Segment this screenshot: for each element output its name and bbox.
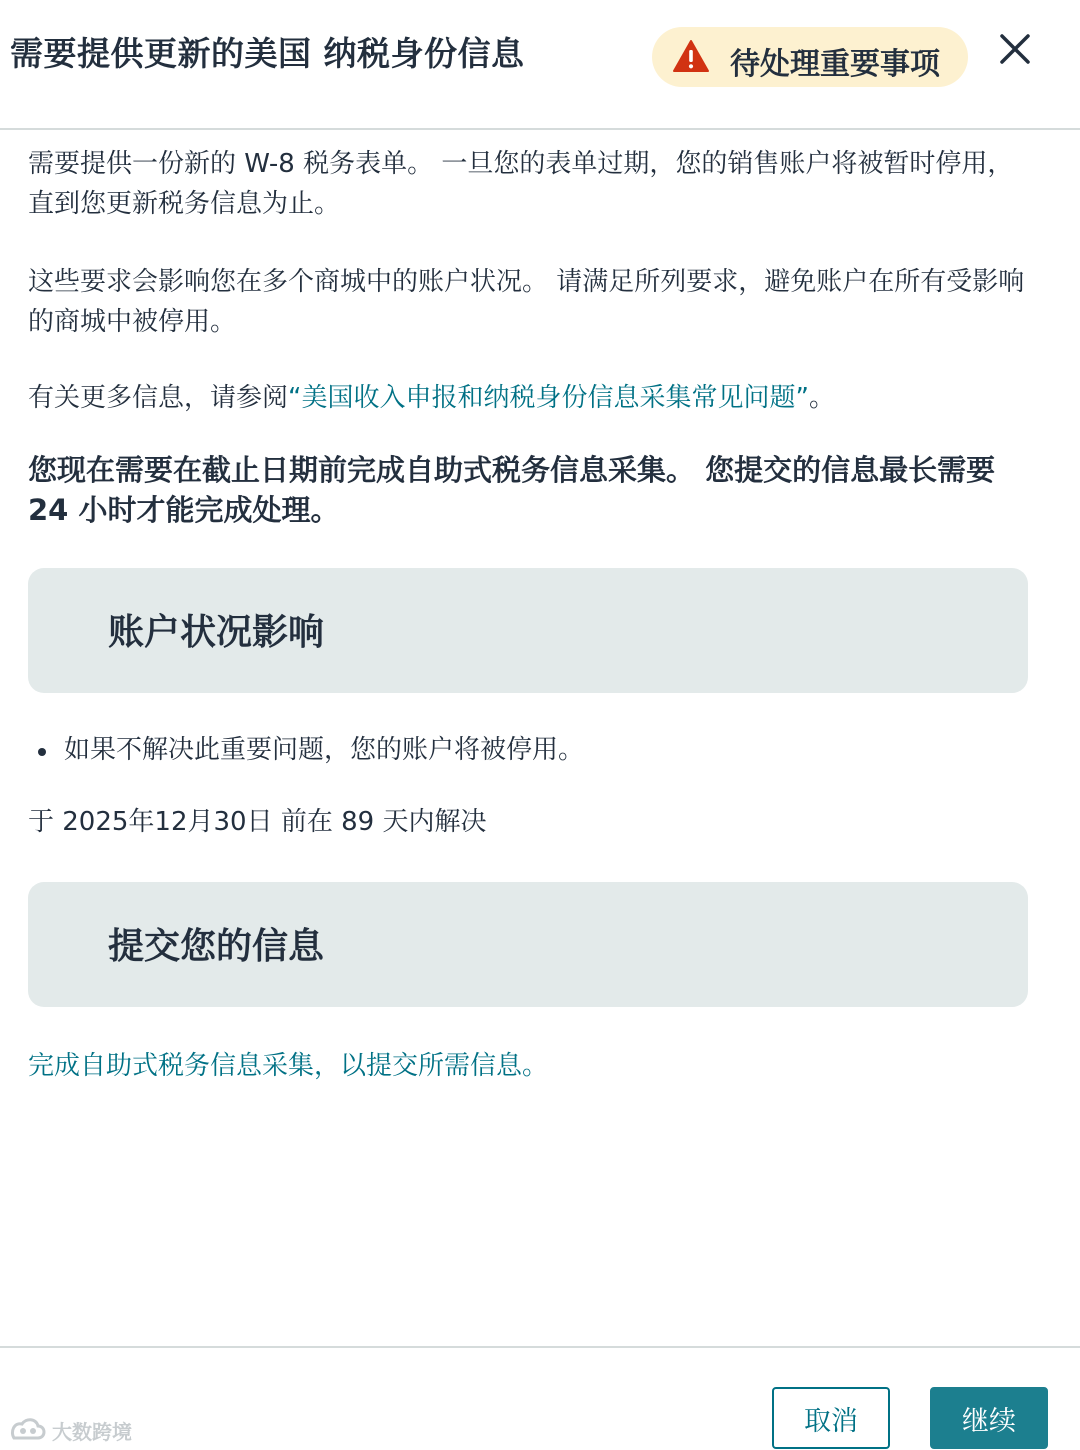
badge-label: 待处理重要事项 [730,47,940,82]
close-icon[interactable] [996,30,1034,68]
deadline-requirement-text: 您现在需要在截止日期前完成自助式税务信息采集。 您提交的信息最长需要 24 小时才能完成处理。 [28,453,996,527]
more-info-suffix: 。 [808,383,835,413]
resolve-deadline: 于 2025年12月30日 前在 89 天内解决 [28,807,487,837]
footer-divider [0,1346,1080,1348]
marketplace-impact-notice: 这些要求会影响您在多个商城中的账户状况。 请满足所列要求，避免账户在所有受影响的商城中被停用。 [28,267,1025,337]
self-service-tax-link[interactable]: 完成自助式税务信息采集，以提交所需信息。 [28,1051,549,1081]
more-info-line [28,378,1028,418]
pending-important-badge [652,27,968,87]
bullet-dot-icon [38,748,46,756]
modal-title: 需要提供更新的美国 纳税身份信息 [10,34,525,73]
watermark-text: 大数跨境 [52,1419,132,1444]
watermark [8,1414,132,1446]
section-title: 账户状况影响 [108,612,325,653]
bullet-text: 如果不解决此重要问题，您的账户将被停用。 [64,735,585,765]
submit-info-section-header [28,882,1028,1007]
watermark-logo-icon [8,1416,48,1444]
warning-icon [672,39,710,73]
modal-header [0,0,1080,130]
continue-button[interactable]: 继续 [930,1387,1048,1449]
cancel-button[interactable]: 取消 [772,1387,890,1449]
section-title: 提交您的信息 [108,926,325,967]
w8-form-notice: 需要提供一份新的 W-8 税务表单。 一旦您的表单过期，您的销售账户将被暂时停用，直到您更新税务信息为止。 [28,149,1014,219]
more-info-prefix: 有关更多信息，请参阅 [28,383,289,413]
account-health-section-header [28,568,1028,693]
faq-link[interactable]: “美国收入申报和纳税身份信息采集常见问题” [288,383,809,413]
